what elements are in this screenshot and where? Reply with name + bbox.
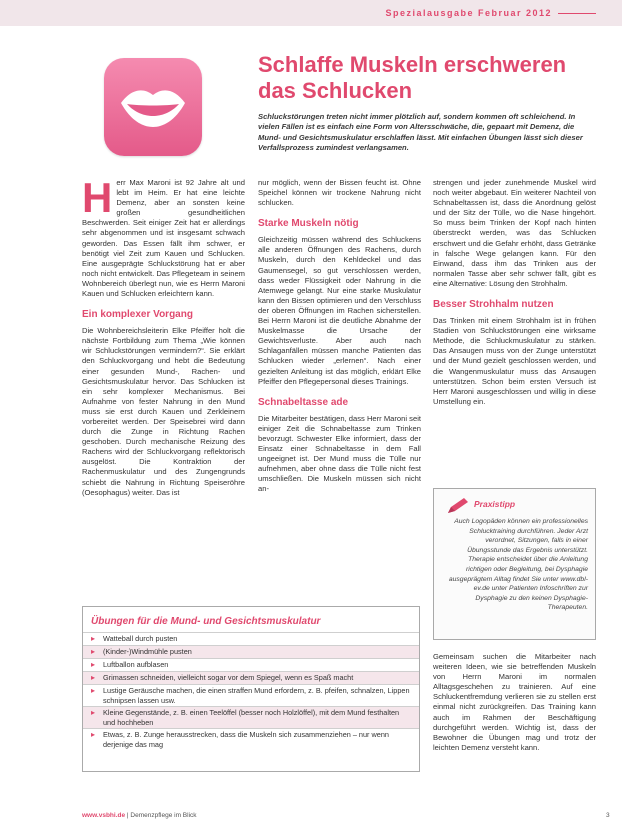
col2-paragraph-2: Gleichzeitig müssen während des Schluckens alle anderen Öffnungen des Rachens, durch Muskeln, durch den Kehldeckel und das Gaumensegel, so gut verschlossen werden, dass weder Flüssigkeit oder Nahrung in die Atemwege gelangt. Nur eine starke Muskulatur kann den Bissen optimieren und den Verschluss der oberen Öffnungen im Rachen sicherstellen. Bei Herrn Maroni ist die deutliche Abnahme der Muskelmasse die Ursache der Gewichtsverluste. Aber auch nach Schlaganfällen müssen manche Patienten das Schlucken wieder „erlernen“. Nach einer gezielten Anleitung ist das möglich, erklärt Elke Pfeiffer den Pflegepersonal dieses Trainings. (258, 235, 421, 386)
issue-label: Spezialausgabe Februar 2012 (385, 8, 552, 18)
subhead-komplexer-vorgang: Ein komplexer Vorgang (82, 309, 193, 321)
praxistipp-text: Auch Logopäden können ein professionelles Schlucktraining durchführen. Jeder Arzt verordnet, Sitzungen, falls in einer Übungsstunde das Ergebnis unterstützt. Therapie entscheidet über die Anleitung richtigen oder Begleitung, bei Dysphagie ausgeprägtem Alltag findet Sie unter www.dbl-ev.de unter Patienten Infoschriften zur Dysphagie zu den keinen Dysphagie-Therapeuten. (448, 518, 588, 612)
subhead-schnabeltasse: Schnabeltasse ade (258, 396, 349, 408)
list-item: ▸ Luftballon aufblasen (83, 658, 419, 671)
exercises-list (83, 632, 419, 750)
col3-paragraph-3: Gemeinsam suchen die Mitarbeiter nach weiteren Ideen, wie sie betreffenden Muskeln von Herrn Maroni im normalen Alltagsgeschehen zu trainieren. Auf eine Schluckentfremdung verlieren sie zu stellen erst einmal nicht zurückgreifen. Das Training kann auch im Rahmen der Beschäftigung durchgeführt werden. Wichtig ist, dass der Bewohner die Übungen mag und trotz der leichten Demenz versteht kann. (433, 652, 596, 752)
drop-cap: H (82, 174, 113, 221)
lips-icon (104, 58, 202, 156)
column-3-bottom (433, 652, 596, 753)
col2-paragraph-1: nur möglich, wenn der Bissen feucht ist. Ohne Speichel können wir trockene Nahrung nicht schlucken. (258, 178, 421, 208)
list-item: ▸ Kleine Gegenstände, z. B. einen Teelöffel (besser noch Holzlöffel), mit dem Mund festhalten und hochheben (83, 706, 419, 728)
col1-paragraph-1: err Max Maroni ist 92 Jahre alt und lebt im Heim. Er hat eine leichte Demenz, aber an sonsten keine großen gesundheitlichen Beschwerden. Seit einiger Zeit hat er allerdings sehr abgenommen und ist insgesamt schwach geworden. Das Essen fällt ihm schwer, er benötigt viel Zeit zum Kauen und Schlucken. Eine ausgeprägte Schluckstörung hat er aber noch nicht entwickelt. Das Pflegeteam in seinem Wohnbereich überlegt nun, wie es Herrn Maroni Kauen und Schlucken erleichtern kann. (82, 178, 245, 299)
column-3 (433, 178, 596, 407)
praxistipp-box (433, 488, 596, 640)
exercises-box (82, 606, 420, 772)
article-lede: Schluckstörungen treten nicht immer plötzlich auf, sondern kommen oft schleichend. In vielen Fällen ist es einfach eine Form von Altersschwäche, die, gepaart mit Demenz, die Mund- und Gesichtsmuskulatur erschlaffen lässt. Mit einfachen Übungen lässt sich dieser Verfallsprozess zumindest verlangsamen. (258, 112, 583, 152)
exercises-title: Übungen für die Mund- und Gesichtsmuskulatur (91, 616, 321, 627)
header-rule (558, 13, 596, 14)
subhead-starke-muskeln: Starke Muskeln nötig (258, 218, 359, 230)
list-item: ▸ Etwas, z. B. Zunge herausstrecken, dass die Muskeln sich zusammenziehen – nur wenn derjenige das mag (83, 728, 419, 750)
column-1 (82, 174, 245, 498)
list-item: ▸ Grimassen schneiden, vielleicht sogar vor dem Spiegel, wenn es Spaß macht (83, 671, 419, 684)
article-headline: Schlaffe Muskeln erschweren das Schlucken (258, 52, 567, 103)
footer-text: | Demenzpflege im Blick (125, 812, 197, 819)
footer-brand: www.vsbhi.de (82, 812, 126, 819)
col2-paragraph-3: Die Mitarbeiter bestätigen, dass Herr Maroni seit einiger Zeit die Schnabeltasse zum Trinken bevorzugt. Schwester Elke informiert, dass der Einsatz einer Schnabeltasse in dem Fall ungeeignet ist. Der Mund muss die Tülle nur aufnehmen, aber ohne dass die Tülle nicht fest umschließen. Die Muskeln müssen sich nicht an- (258, 413, 421, 494)
list-item: ▸ (Kinder-)Windmühle pusten (83, 645, 419, 658)
column-2 (258, 178, 421, 494)
col3-paragraph-2: Das Trinken mit einem Strohhalm ist in frühen Stadien von Schluckstörungen eine wirksame Methode, die Schluckmuskulatur zu stärken. Das Ansaugen muss von der Zunge unterstützt und der Mund gezielt geschlossen werden, und die Wangenmuskulatur muss das Ansaugen unterstützen. Schon beim ersten Versuch ist Herr Maroni ausgeschlossen und willig in diese Umstellung ein. (433, 316, 596, 406)
list-item: ▸ Lustige Geräusche machen, die einen straffen Mund erfordern, z. B. pfeifen, schnalzen, Lippen schnipsen lassen usw. (83, 684, 419, 706)
col1-paragraph-2: Die Wohnbereichsleiterin Elke Pfeiffer holt die nächste Fortbildung zum Thema „Wie können wir Schluckstörungen vermindern?“. Sie erklärt den Schluckvorgang und hebt die Bedeutung einer gesunden Mund-, Rachen- und Gesichtsmuskulatur hervor. Das Schlucken ist ein sehr komplexer Mechanismus. Bei Aufnahme von fester Nahrung in den Mund muss sie erst durch Kauen und Zerkleinern vorbereitet werden. Der Speisebrei wird dann durch die Zunge in Richtung Rachen geschoben. Durch mechanische Reizung des Rachens wird der Schluckvorgang reflektorisch ausgelöst. Die Kontraktion der Rachenmuskulatur und des Zungengrunds schiebt die Nahrung in Richtung Speiseröhre (Oesophagus) weiter. Das ist (82, 326, 245, 497)
list-item: ▸ Watteball durch pusten (83, 632, 419, 645)
col3-paragraph-1: strengen und jeder zunehmende Muskel wird noch weiter abgebaut. Ein weiterer Nachteil von Schnabeltassen ist, dass die Anordnung gelöst und der Sitz der Tülle, wo die Nase hingehört. So muss beim Trinken der Kopf nach hinten überstreckt werden, was das Schlucken erschwert und die Gefahr erhöht, dass Getränke in falsche Wege gelangen kann. Für den Einwand, dass ihm das Trinken aus der normalen Tasse aber sehr schwer fällt, gibt es eine Alternative: Lösung den Strohhalm. (433, 178, 596, 288)
praxistipp-title: Praxistipp (474, 499, 516, 509)
footer (82, 812, 197, 819)
page-number: 3 (606, 812, 610, 819)
subhead-strohhalm: Besser Strohhalm nutzen (433, 299, 554, 311)
